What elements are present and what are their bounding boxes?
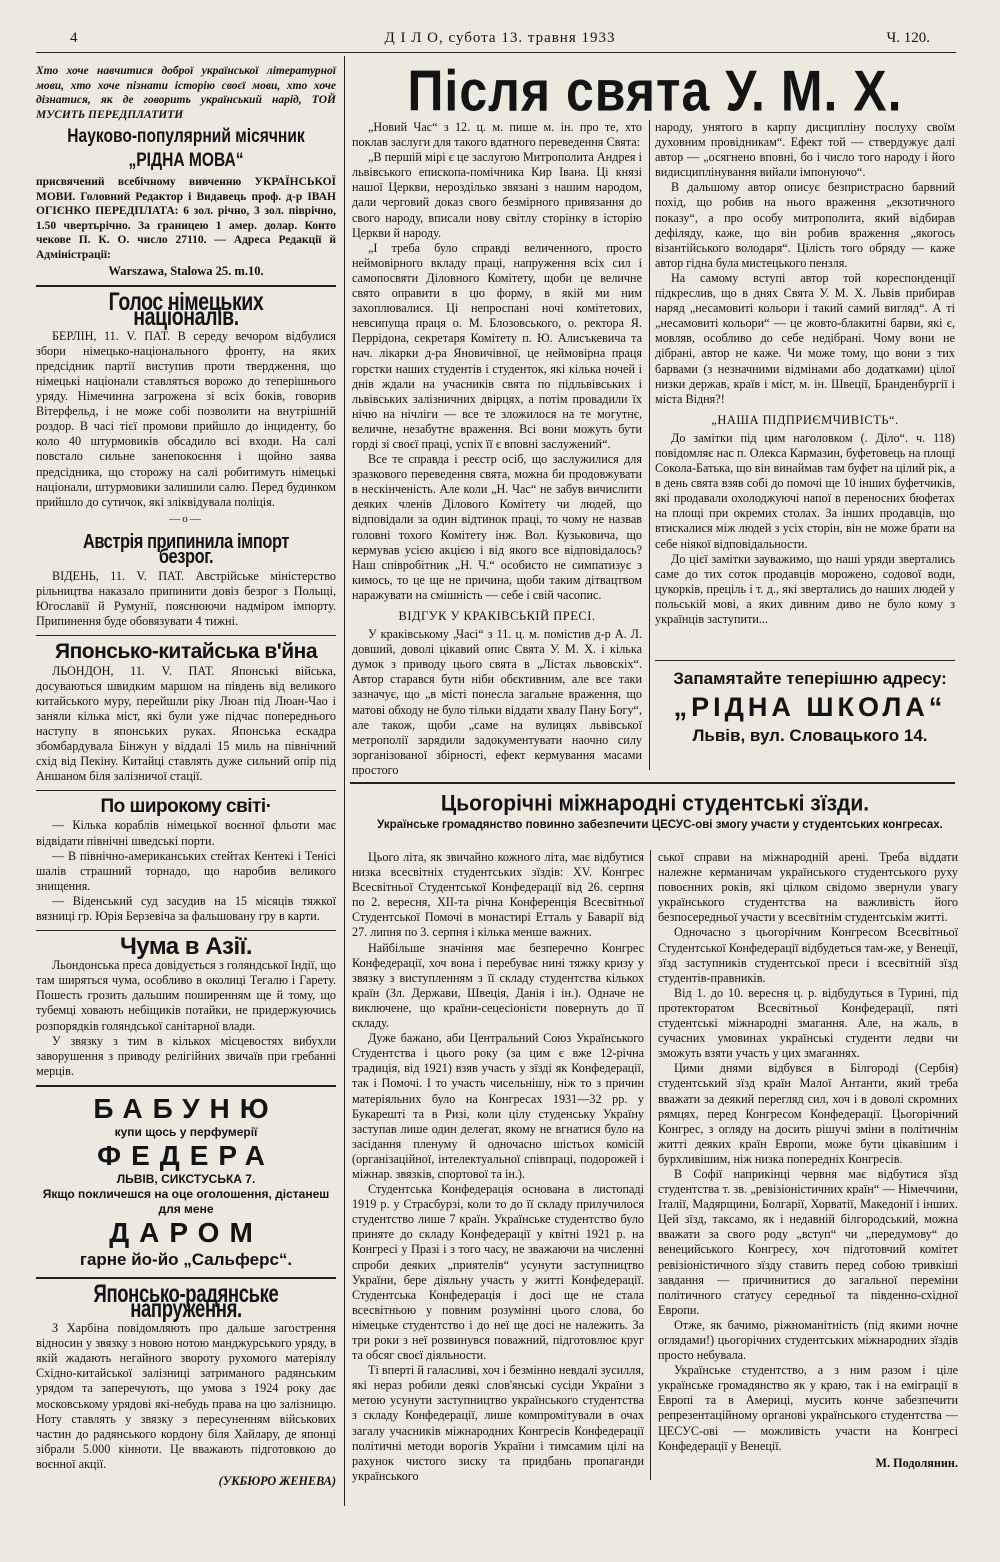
ad-line: ЛЬВІВ, СИКСТУСЬКА 7.	[116, 1171, 256, 1186]
article-text: Дуже бажано, аби Центральний Союз Українського Студентства і цього року (за цим є вже 12-річна традиція, від 1921) взяв участь у зїзді як Конфедерації, так і Помочі. І то участь чисельнішу, ніж то з причин матеріяльних було на Конгресах 1931—32 рр. у Букарешті та в Ризі, коли цілу студенську Україну заступав лише один делегат, якому не вгнатися було на засідання пленуму й одночасно шістьох комісій (організаційної, інтелектуальної співпраці, подорожей і міжнар. звязків, спортової та ін.).	[352, 1031, 644, 1181]
article-text: Отже, як бачимо, ріжноманітність (під якими ночне оглядами!) цьогорічних студентських міжнародних зїздів просто небувала.	[658, 1317, 958, 1363]
divider	[36, 930, 336, 931]
ad-line: ДАРОМ	[109, 1216, 263, 1248]
article-text: Одночасно з цьогорічним Конгресом Всесвітньої Студентської Конфедерації відбудеться там-же, у Венеції, зїзд заступників студентської преси і всесвітній зїзд студентів-правників.	[658, 925, 958, 985]
article-text: народу, унятого в карпу дисципліну послуху своїм духовним провідникам“. Ефект той — ствердужує далі автор — „осягнено вповні, бо і число того народу і його видисциплінування вийали імпонуючо“.	[655, 120, 955, 180]
article-text: ської справи на міжнародній арені. Треба віддати належне керманичам українського студентського руху повоєнних років, які цілком свідомо звернули увагу українського студентства на важливість його безпосередньої участи у всесвітнім студентськім житті.	[658, 850, 958, 925]
article-title-world: По широкому світі·	[100, 796, 272, 818]
article-text: На самому вступі автор той кореспонденції підкреслив, що в днях Свята У. М. Х. Львів прибирав наряд „несамовиті кольори і такий самий вигляд“. А ті „несамовиті кольори“ — це жовто-блакитні барви, які є, мовляв, особливо до себе недібрані. Чому вони не дібрані, автор не каже. Чи може тому, що вони з тих барвами (з незначними відмінами або додатками) цілої низки держав, країв і міст, м. ін. Швеції, Бранденбургії і міста Відня?!	[655, 270, 955, 406]
news-item: — Віденський суд засудив на 15 місяців тяжкої вязниці гр. Юрія Берзевіча за фальшовану гру в карти.	[36, 893, 336, 923]
column-right-top	[655, 120, 955, 627]
main-headline: Після свята У. М. Х.	[407, 58, 903, 124]
page-header	[70, 30, 930, 52]
article-title-japan-soviet: Японсько-радянське напруження.	[93, 1279, 279, 1323]
author-signature: М. Подолянин.	[875, 1455, 958, 1470]
ridna-mova-ad	[36, 64, 336, 279]
article-text: З Харбіна повідомляють про дальше загострення відносин у звязку з новою нотою манджурського уряду, в якій жадають негайного звороту рухомого матеріялу Східно-китайської залізниці затриманого радянським урядом та заперечують, що умова з 1924 року дає московському урядові які-небудь права на цю залізницю. Ноту ставлять у звязку з пересуненням військових частин до радянського кордону біля Хайлару, де японці зібрали 5.000 кінноти. Це вважають підготовкою до воєнної акції.	[36, 1321, 336, 1471]
article-text: Ті вперті й галасливі, хоч і безмінно невдалі зусилля, які нераз робили деякі слов'янські сусіди України з метою усунути заступництво українського студентства з складу Конфедерації, лише компромітували в очах загалу учасників міжнародних Конгресів Конфедерації політичні методи ворогів України і тимсамим цілі на рахунок чистого зиску та придбань пропаганди українського	[352, 1363, 644, 1483]
divider	[36, 285, 336, 287]
ad-line: Якщо покличешся на оце оголошення, дістанеш для мене	[42, 1186, 330, 1216]
ad-body: присвячений всебічному вивченню УКРАЇНСЬКОЇ МОВИ. Головний Редактор і Видавець проф. д-р ІВАН ОГІЄНКО ПЕРЕДПЛАТА: 6 зол. річно, 3 зол. піврічно, 1.50 чвертьрічно. За границею 1 амер. долар. Конто чекове П. К. О. число 27110. — Адреса Редакції й Адміністрації:	[36, 176, 336, 261]
divider	[36, 790, 336, 791]
article-text: Все те справда і реєстр осіб, що заслужилися для зразкового переведення свята, можна би продовжувати в нескінченість. Але коли „Н. Час“ не забув вичислити деяких членів Ділового Комітету чи людей, що відповідали за один відтинок праці, то чому не назвав головні тохого Комітету інж. Вол. Кузьковича, що кермував усією акцією і від якого все відповідалось? Наш співробітник „Н. Ч.“ особисто не симпатизує з кимось, то це ще не причина, щоби таким дітвацтвом наражувати на смішність — себе і свій часопис.	[352, 452, 642, 602]
ad-line: гарне йо-йо „Сальферс“.	[79, 1249, 293, 1269]
article-source: (УКБЮРО ЖЕНЕВА)	[218, 1474, 336, 1489]
article-text: До цієї замітки зауважимо, що наші уряди звертались саме до тих соток продавців морожено, содової води, цукорків, преціль і т. д., які звертались до наших людей у польській мові, а яких дивним диво не було кому з українців заступити...	[655, 551, 955, 626]
school-ad-rule	[655, 660, 955, 661]
article-text: Українське студентство, а з ним разом і ціле українське громадянство як у краю, так і на еміграції в Европі та в Америці, мусить конче забезпечити репрезентаційному органові українського студентства — ЦЕСУС-ові — можливість участи на Конгресі Конфедерації у Венеції.	[658, 1363, 958, 1453]
article-title-plague: Чума в Азії.	[119, 933, 253, 961]
page-number: 4	[70, 30, 78, 46]
divider	[36, 635, 336, 636]
article-text: Студентська Конфедерація основана в листопаді 1919 р. у Страсбурзі, коли то до її складу прилучилося студентство лише 7 країн. Українське студентство було приняте до складу Конфедерації у квітні 1921 р. на Конгресі у Празі і з того часу, не зважаючи на численні спроби деяких „приятелів“ усунути заступництво України, бере діяльну участь у житті Конфедерації. Студентська Конфедерація і досі ще не стала всесвітньою у повним розумінні цього слова, бо німецьке студентство і до неї ще досі не належить. За три роки з неї розвинувся поважний, підготовлює круг та обсяг своєї діяльности.	[352, 1182, 644, 1363]
ad-line: „РІДНА ШКОЛА“	[673, 692, 947, 722]
perfumery-ad	[36, 1093, 336, 1271]
article-text: „В першій мірі є це заслугою Митрополита Андрея і львівського епископа-помічника Кир Івана. Ці князі нашої Церкви, нерозділько звязані з нашим народом, дали черговий доказ свого безмірного привязання до свого народу, вписали нову світлу сторінку в історію Церкви й народу.	[352, 150, 642, 240]
ad-line: купи щось у перфумерії	[114, 1124, 258, 1139]
column-right-bottom	[658, 850, 958, 1471]
ad-line: БАБУНЮ	[93, 1092, 279, 1124]
article-text: ВІДЕНЬ, 11. V. ПАТ. Австрійське міністерство рільництва наказало припинити довіз безрог з Польщі, Югославії й Румунії, пояснюючи надміром імпорту. Припинення буде обовязувати 4 тижні.	[36, 569, 336, 629]
issue-number: Ч. 120.	[886, 30, 930, 46]
article-text: Від 1. до 10. вересня ц. р. відбудуться в Турині, під протекторатом Всесвітньої Конфедерації, пяті студентські міжнародні змагання. Але, на жаль, в сучасних умовинах українські студенти ледви чи зможуть взяти участь у цих змаганнях.	[658, 985, 958, 1061]
article-text: В дальшому автор описує безпристрасно барвний похід, що робив на нього враження „екзотичного показу“, а про особу митрополита, який відбирав дефіляду, каже, що він робив враження „якогось візантійського володаря“. Цілість того обряду — каже автор гідна була мистецького пензля.	[655, 180, 955, 270]
ad-line: Запамятайте теперішню адресу:	[673, 669, 947, 688]
section-rule	[350, 782, 955, 784]
masthead-date: Д І Л О, субота 13. травня 1933	[384, 30, 616, 46]
divider	[36, 1085, 336, 1087]
article-text: Найбільше значіння має безперечно Конгрес Конфедерації, хоч вона і перебуває нині тяжку кризу у звязку з виступленням з її складу студентства кількох країн (Зл. Держави, Швеція, Данія і ін.). Одначе не виключене, що країни-сецесіоністи повернуть до її складу.	[352, 940, 644, 1031]
column-divider	[650, 850, 651, 1480]
header-rule	[36, 52, 956, 53]
news-item: — В північно-американських стейтах Кентекі і Тенісі шалів страшний торнадо, що наробив великого знищення.	[36, 848, 336, 893]
article-title-austria: Австрія припинила імпорт безрог.	[82, 530, 290, 568]
ad-line: Львів, вул. Словацького 14.	[692, 726, 928, 745]
article-title-japan-china-war: Японсько-китайська в'йна	[54, 640, 317, 664]
subheading: „НАША ПІДПРИЄМЧИВІСТЬ“.	[711, 412, 899, 427]
divider	[36, 1277, 336, 1279]
column-middle-top	[352, 120, 642, 778]
article-text: У звязку з тим в кількох місцевостях вибухли заворушення з приводу релігійних звичаїв при гребанні мерців.	[36, 1033, 336, 1078]
article-text: До замітки під цим наголовком (. Діло“. ч. 118) повідомляє нас п. Олекса Кармазин, буфетовець на площі Сокола-Батька, що він винаймав там буфет на цілий рік, а в день свята взяв собі до помочі ще 10 інших буфетчиків, які продавали охолоджуючі напої в переносних бюфетах на площі при окремих столах. За інших продавців, що втискалися між людей з усіх сторін, він не може брати на себе ніякої відповідальности.	[655, 430, 955, 551]
article-text: Цього літа, як звичайно кожного літа, має відбутися низка всесвітніх студентських зїздів: XV. Конгрес Всесвітньої Студентської Конфедерації від 26. серпня по 2. вересня, XII-та річна Конференція Всесвітньої Студентської Помочі в монастирі Етталь у Баварії від 27. липня по 3. серпня і кілька менше важних.	[352, 850, 644, 940]
article-text: Цими днями відбувся в Білгороді (Сербія) студентський зїзд країн Малої Антанти, який треба вважати за деякий перегляд сил, хоч і в доволі скромних рямцях, перед Конгресом Конфедерації. Цьогорічний Конгрес, з огляду на досить рішучі зміни в політичнім житті деяких країн Европи, може бути цікавішим і бурхливішим, ніж низка попередніх Конгресів.	[658, 1061, 958, 1166]
ad-title: Науково-популярний місячник „РІДНА МОВА“	[67, 126, 305, 171]
column-middle-bottom	[352, 850, 644, 1484]
news-item: — Кілька кораблів німецької воєнної фльоти має відвідати північні шведські порти.	[36, 818, 336, 848]
separator: —о—	[169, 512, 203, 525]
article-text: „І треба було справді величенного, просто неймовірного вкладу праці, напруження всіх сил і самопосвяти Діловного Комітету, щоби це величне свято оправити в цю форму, в якій ми ним захоплювалися. Ці непроспані ночі комітетових, невсипуща праця о. М. Блозовського, о. ректора Я. Перрідона, секретаря Комітету п. Ю. Алисъкевича та нач. лікарки д-ра Яновичівної, це неймовірна праця горстки наших студентів і студенток, які кілька ночей і днів ждали на учасників свята по підльвівських і львівських залізничних двірцях, а потім провадили їх нічю на нічліги — все те зложилося на те могутнє, величне, незабутнє враження. Всі вони можуть бути горді зі своєї праці, успіх її є вповні заслужений“.	[352, 240, 642, 451]
ridna-shkola-ad	[662, 668, 958, 748]
article-text: ЛЬОНДОН, 11. V. ПАТ. Японські війська, досуваються швидким маршом на південь від великого китайського муру, перейшли ріку Люан під Люан-Чао і заняли кілька міст, які були уже підчас попереднього наступу в японських руках. Японська ескадра збомбардувала Бінжун у віддалі 15 миль на північний схід від Пекіну. Китайці ставлять дуже сильний опір під Аншаном біля залізничої стації.	[36, 663, 336, 784]
article-text: „Новий Час“ з 12. ц. м. пише м. ін. про те, хто поклав заслуги для такого вдатного переведення Свята:	[352, 120, 642, 150]
ad-line: ФЕДЕРА	[97, 1139, 275, 1171]
column-left	[36, 64, 336, 1489]
column-divider	[649, 120, 650, 770]
ad-intro: Хто хоче навчитися доброї української літературної мови, хто хоче пізнати історію своєї мови, хто хоче дізнатися, як де говорить український нарід, ТОЙ МУСИТЬ ПЕРЕДПЛАТИТИ	[36, 65, 336, 121]
article-title-german-nationals: Голос німецьких націоналів.	[108, 287, 264, 331]
subheading: ВІДГУК У КРАКІВСЬКІЙ ПРЕСІ.	[398, 609, 596, 623]
column-divider	[344, 56, 345, 1506]
article-text: В Софії наприкінці червня має відбутися зїзд студентства т. зв. „ревізіоністичних країн“ — Німеччини, Італії, Мадярщини, Болгарії, Хорватії, Македонії і інших. Цей зїзд, таксамо, як і недавній білгородський, можна вважати за свого роду „вступ“ чи „передумову“ до венецийського Конгресу, хоч підготовчий комітет ревізіоністичного зїзду ставить перед собою тривкіші завдання — причинитися до загальної переміни політичного статусу середньої та південно-східної Европи.	[658, 1166, 958, 1317]
article-text: Льондонська преса довідується з голяндської Індії, що там ширяться чума, особливо в околиці Тегалю і Гарету. Пошесть грозить дальшим поширенням ще й тому, що тубемці ховають небіщиків потайки, не придержуючись розпорядків голяндської санітарної влади.	[36, 958, 336, 1033]
second-subtitle: Українське громадянство повинно забезпечити ЦЕСУС-ові змогу участи у студентських конгресах.	[377, 819, 943, 831]
article-text: БЕРЛІН, 11. V. ПАТ. В середу вечором відбулися збори німецько-національного фронту, на яких предсідник партії виступив проти твердження, що німецькі націонали ставляться ворожо до теперішнього уряду. Німечинна загрожена зі всіх боків, говорив Вітерфельд, і не може собі позволити на внутрішній роздор. В часі тієї промови прийшло до інциденту, бо коло 40 штурмовиків обсадило всі входи. На салі повстало сильне занепокоєння і щойно заява предсідника, що сторожу на салі робитимуть німецькі націонали, штурмовики залишили салю. Перед будинком прийшло до сутичок, які зліквідувала поліція.	[36, 328, 336, 509]
ad-address: Warszawa, Stalowa 25. m.10.	[108, 264, 264, 278]
article-text: У краківському „Часі“ з 11. ц. м. помістив д-р А. Л. довший, доволі цікавий опис Свята У. М. Х. і кілька думок з приводу цього свята в „Лістах львовскіх“. Автор старався бути ніби обєктивним, але все таки зазначує, що „в місті понесла загальне враження, що матові обходу не було тільки віддати хвалу Пану Богу“, але також, щоби „саме на вулицях львівської метрополії зарядили задокументувати наочно силу зорганізованої збірності, ефект кермування масами простого	[352, 627, 642, 777]
second-headline: Цьогорічні міжнародні студентські зїзди.	[440, 791, 870, 816]
